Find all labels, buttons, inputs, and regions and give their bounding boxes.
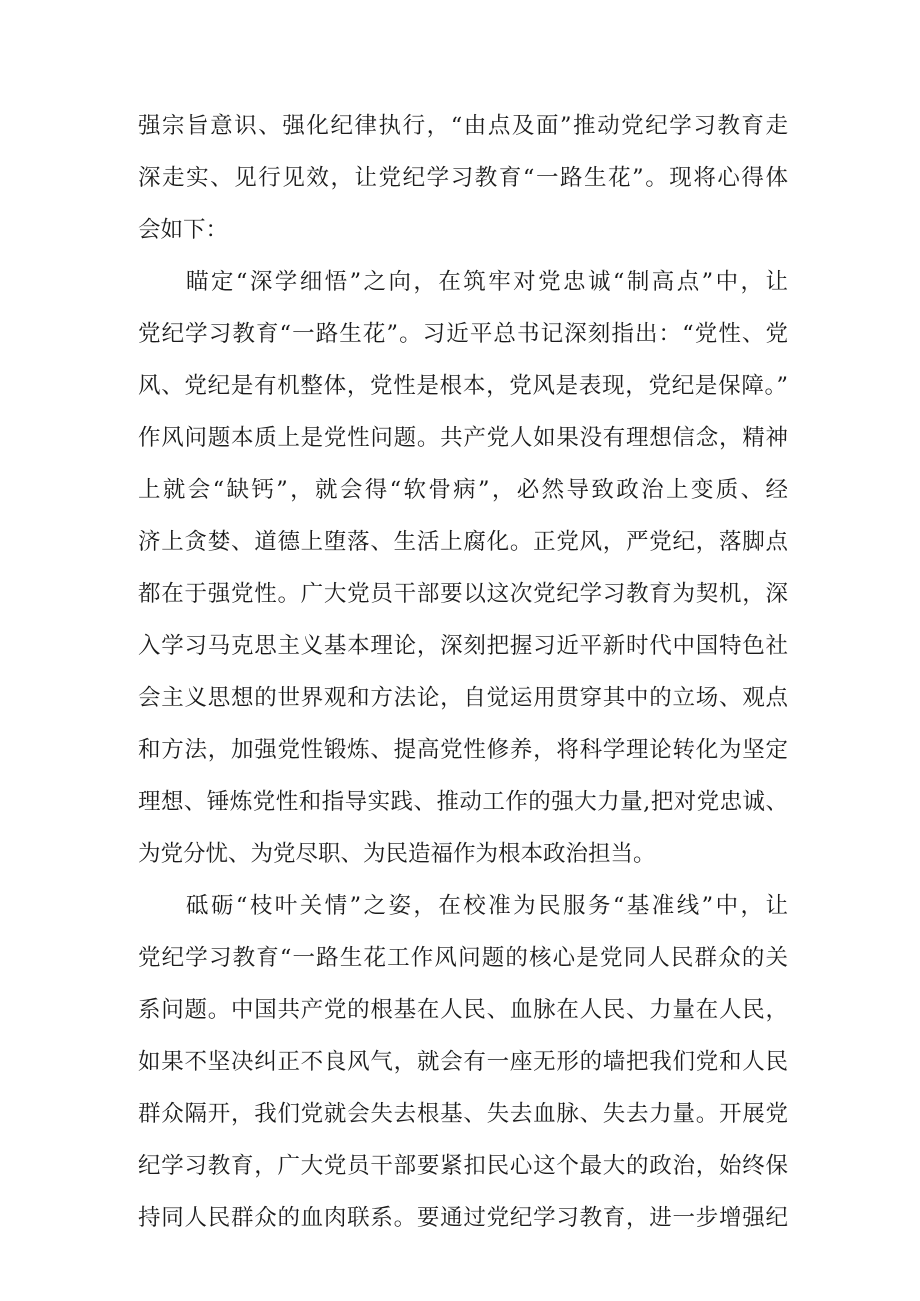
text-line: 上就会“缺钙”，就会得“软骨病”，必然导致政治上变质、经 [138,477,788,503]
text-line: 和方法，加强党性锻炼、提高党性修养，将科学理论转化为坚定 [138,737,788,763]
text-line: 理想、锤炼党性和指导实践、推动工作的强大力量,把对党忠诚、 [138,789,788,815]
paragraph-first-line: 瞄定“深学细悟”之向，在筑牢对党忠诚“制高点”中，让 [186,269,788,295]
text-line: 风、党纪是有机整体，党性是根本，党风是表现，党纪是保障。” [138,373,788,399]
text-line: 持同人民群众的血肉联系。要通过党纪学习教育，进一步增强纪 [138,1205,788,1231]
text-line: 党纪学习教育“一路生花”。习近平总书记深刻指出：“党性、党 [138,321,788,347]
text-line: 会主义思想的世界观和方法论，自觉运用贯穿其中的立场、观点 [138,685,788,711]
text-line: 党纪学习教育“一路生花工作风问题的核心是党同人民群众的关 [138,945,788,971]
text-line: 强宗旨意识、强化纪律执行，“由点及面”推动党纪学习教育走 [138,113,788,139]
text-line: 为党分忧、为党尽职、为民造福作为根本政治担当。 [138,841,656,867]
text-line: 入学习马克思主义基本理论，深刻把握习近平新时代中国特色社 [138,633,788,659]
text-line: 如果不坚决纠正不良风气，就会有一座无形的墙把我们党和人民 [138,1049,788,1075]
text-line: 作风问题本质上是党性问题。共产党人如果没有理想信念，精神 [138,425,788,451]
text-line: 群众隔开，我们党就会失去根基、失去血脉、失去力量。开展党 [138,1101,788,1127]
text-line: 都在于强党性。广大党员干部要以这次党纪学习教育为契机，深 [138,581,788,607]
text-line: 深走实、见行见效，让党纪学习教育“一路生花”。现将心得体 [138,165,788,191]
paragraph-first-line: 砥砺“枝叶关情”之姿，在校准为民服务“基准线”中，让 [186,893,788,919]
text-line: 会如下： [138,217,229,243]
text-line: 系问题。中国共产党的根基在人民、血脉在人民、力量在人民， [138,997,788,1023]
text-line: 纪学习教育，广大党员干部要紧扣民心这个最大的政治，始终保 [138,1153,788,1179]
text-line: 济上贪婪、道德上堕落、生活上腐化。正党风，严党纪，落脚点 [138,529,788,555]
